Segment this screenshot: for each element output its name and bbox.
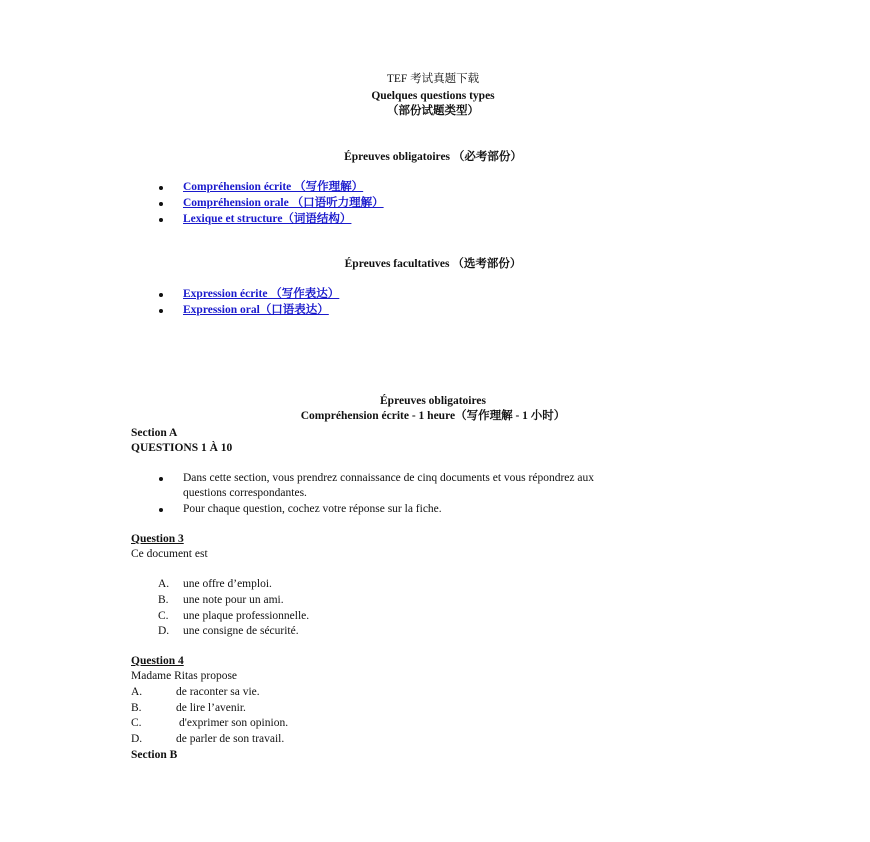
question-4-prompt: Madame Ritas propose (131, 670, 238, 682)
question-4-title: Question 4 (131, 655, 184, 667)
section-b-label: Section B (131, 749, 178, 761)
bullet-icon (159, 293, 163, 297)
link-expression-oral[interactable]: Expression oral（口语表达） (183, 304, 329, 316)
q3-option-text: une consigne de sécurité. (183, 625, 299, 637)
instruction-2: Pour chaque question, cochez votre réponse sur la fiche. (183, 503, 442, 515)
q3-option-letter: A. (158, 578, 170, 590)
bullet-icon (159, 477, 163, 481)
bullet-icon (159, 218, 163, 222)
q4-option-text: de raconter sa vie. (176, 686, 260, 698)
q3-option-letter: C. (158, 610, 169, 622)
bullet-icon (159, 309, 163, 313)
instruction-1-cont: questions correspondantes. (183, 487, 307, 499)
q4-option-letter: C. (131, 717, 142, 729)
q3-option-letter: B. (158, 594, 169, 606)
link-comprehension-orale[interactable]: Compréhension orale （口语听力理解） (183, 197, 384, 209)
bullet-icon (159, 186, 163, 190)
questions-range: QUESTIONS 1 À 10 (131, 442, 233, 454)
section-heading: Épreuves obligatoires (380, 395, 486, 407)
q3-option-text: une note pour un ami. (183, 594, 284, 606)
q4-option-letter: D. (131, 733, 143, 745)
bullet-icon (159, 202, 163, 206)
doc-title: TEF 考试真题下载 (386, 73, 480, 85)
link-expression-ecrite[interactable]: Expression écrite （写作表达） (183, 288, 340, 300)
q3-option-text: une plaque professionnelle. (183, 610, 310, 622)
q4-option-letter: A. (131, 686, 143, 698)
q3-option-text: une offre d’emploi. (183, 578, 272, 590)
facultatives-heading: Épreuves facultatives （选考部份） (344, 258, 522, 270)
q4-option-text: de lire l’avenir. (176, 702, 246, 714)
section-a-label: Section A (131, 427, 178, 439)
link-lexique-structure[interactable]: Lexique et structure（词语结构） (183, 213, 352, 225)
q4-option-text: de parler de son travail. (176, 733, 285, 745)
link-comprehension-ecrite[interactable]: Compréhension écrite （写作理解） (183, 181, 364, 193)
section-subheading: Compréhension écrite - 1 heure（写作理解 - 1 小时） (300, 410, 566, 422)
bullet-icon (159, 508, 163, 512)
question-3-prompt: Ce document est (131, 548, 208, 560)
doc-subtitle: Quelques questions types (371, 90, 495, 102)
q4-option-letter: B. (131, 702, 142, 714)
obligatoires-heading: Épreuves obligatoires （必考部份） (344, 151, 522, 163)
question-3-title: Question 3 (131, 533, 184, 545)
instruction-1: Dans cette section, vous prendrez connaissance de cinq documents et vous répondrez aux (183, 472, 594, 484)
q4-option-text: d'exprimer son opinion. (179, 717, 289, 729)
q3-option-letter: D. (158, 625, 170, 637)
doc-subtitle-cn: （部份试题类型） (387, 105, 479, 117)
